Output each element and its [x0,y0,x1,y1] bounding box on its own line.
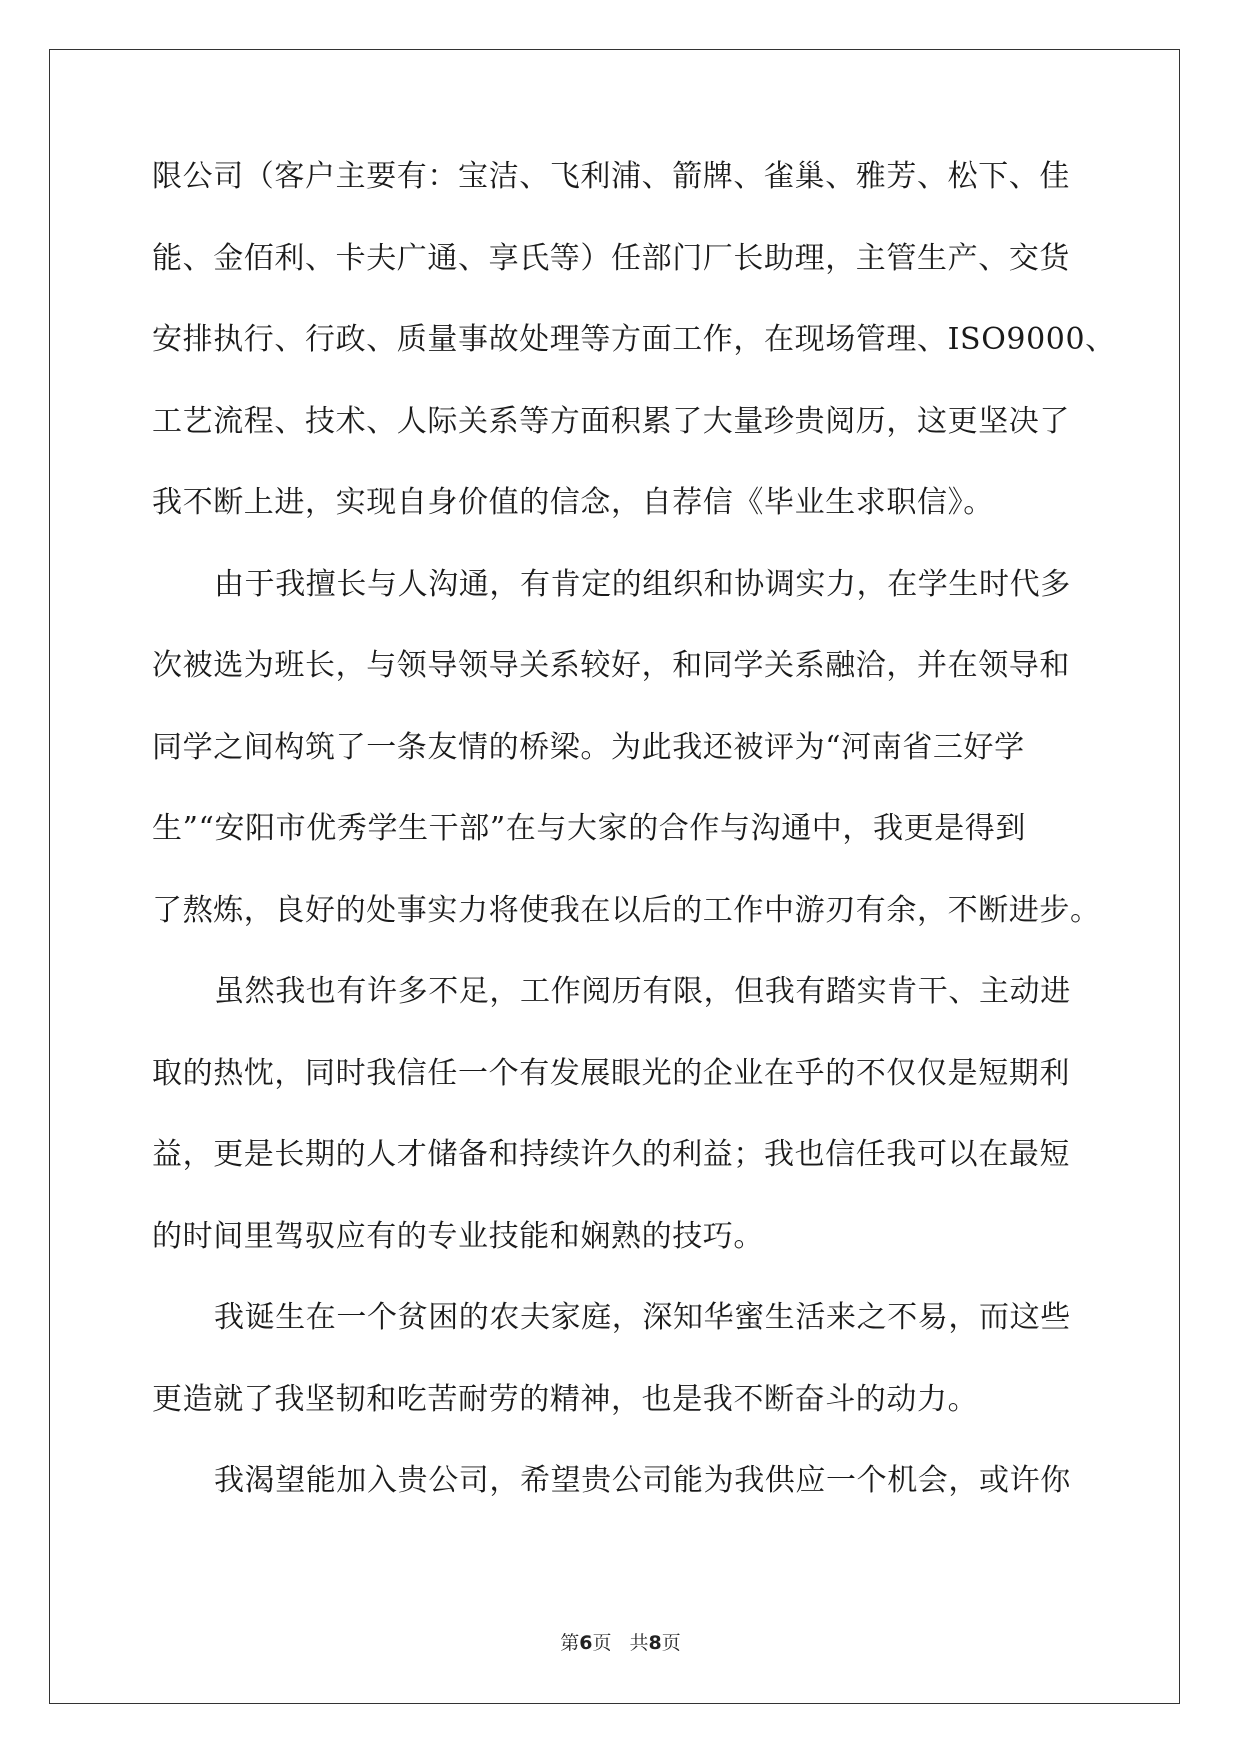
text-line-1: 限公司（客户主要有：宝洁、飞利浦、箭牌、雀巢、雅芳、松下、佳 [152,159,1070,194]
text-line-4: 工艺流程、技术、人际关系等方面积累了大量珍贵阅历，这更坚决了 [152,403,1070,439]
document-body [152,159,1116,1548]
text-line-10: 了熬炼，良好的处事实力将使我在以后的工作中游刃有余，不断进步。 [152,892,1101,928]
footer-total-prefix: 共 [629,1632,649,1654]
total-page-number: 8 [648,1632,662,1654]
footer-prefix: 第 [560,1632,580,1654]
text-line-6: 由于我擅长与人沟通，有肯定的组织和协调实力，在学生时代多 [214,566,1071,602]
current-page-number: 6 [579,1632,593,1654]
text-line-11: 虽然我也有许多不足，工作阅历有限，但我有踏实肯干、主动进 [214,974,1071,1009]
footer-total-unit: 页 [661,1632,681,1654]
page-footer [0,1628,1241,1655]
text-line-8: 同学之间构筑了一条友情的桥梁。为此我还被评为“河南省三好学 [152,729,1025,765]
footer-page-unit: 页 [592,1632,612,1654]
text-line-17: 我渴望能加入贵公司，希望贵公司能为我供应一个机会，或许你 [214,1463,1071,1498]
text-line-13: 益，更是长期的人才储备和持续许久的利益；我也信任我可以在最短 [152,1137,1070,1172]
text-line-15: 我诞生在一个贫困的农夫家庭，深知华蜜生活来之不易，而这些 [214,1300,1071,1335]
text-line-12: 取的热忱，同时我信任一个有发展眼光的企业在乎的不仅仅是短期利 [152,1055,1070,1091]
text-line-9: 生”“安阳市优秀学生干部”在与大家的合作与沟通中，我更是得到 [152,811,1027,846]
text-line-5: 我不断上进，实现自身价值的信念，自荐信《毕业生求职信》。 [152,485,994,520]
text-line-14: 的时间里驾驭应有的专业技能和娴熟的技巧。 [152,1218,764,1254]
text-line-7: 次被选为班长，与领导领导关系较好，和同学关系融洽，并在领导和 [152,648,1070,683]
text-line-16: 更造就了我坚韧和吃苦耐劳的精神，也是我不断奋斗的动力。 [152,1381,979,1417]
text-line-3: 安排执行、行政、质量事故处理等方面工作，在现场管理、ISO9000、 [152,322,1116,357]
text-line-2: 能、金佰利、卡夫广通、享氏等）任部门厂长助理，主管生产、交货 [152,240,1070,276]
